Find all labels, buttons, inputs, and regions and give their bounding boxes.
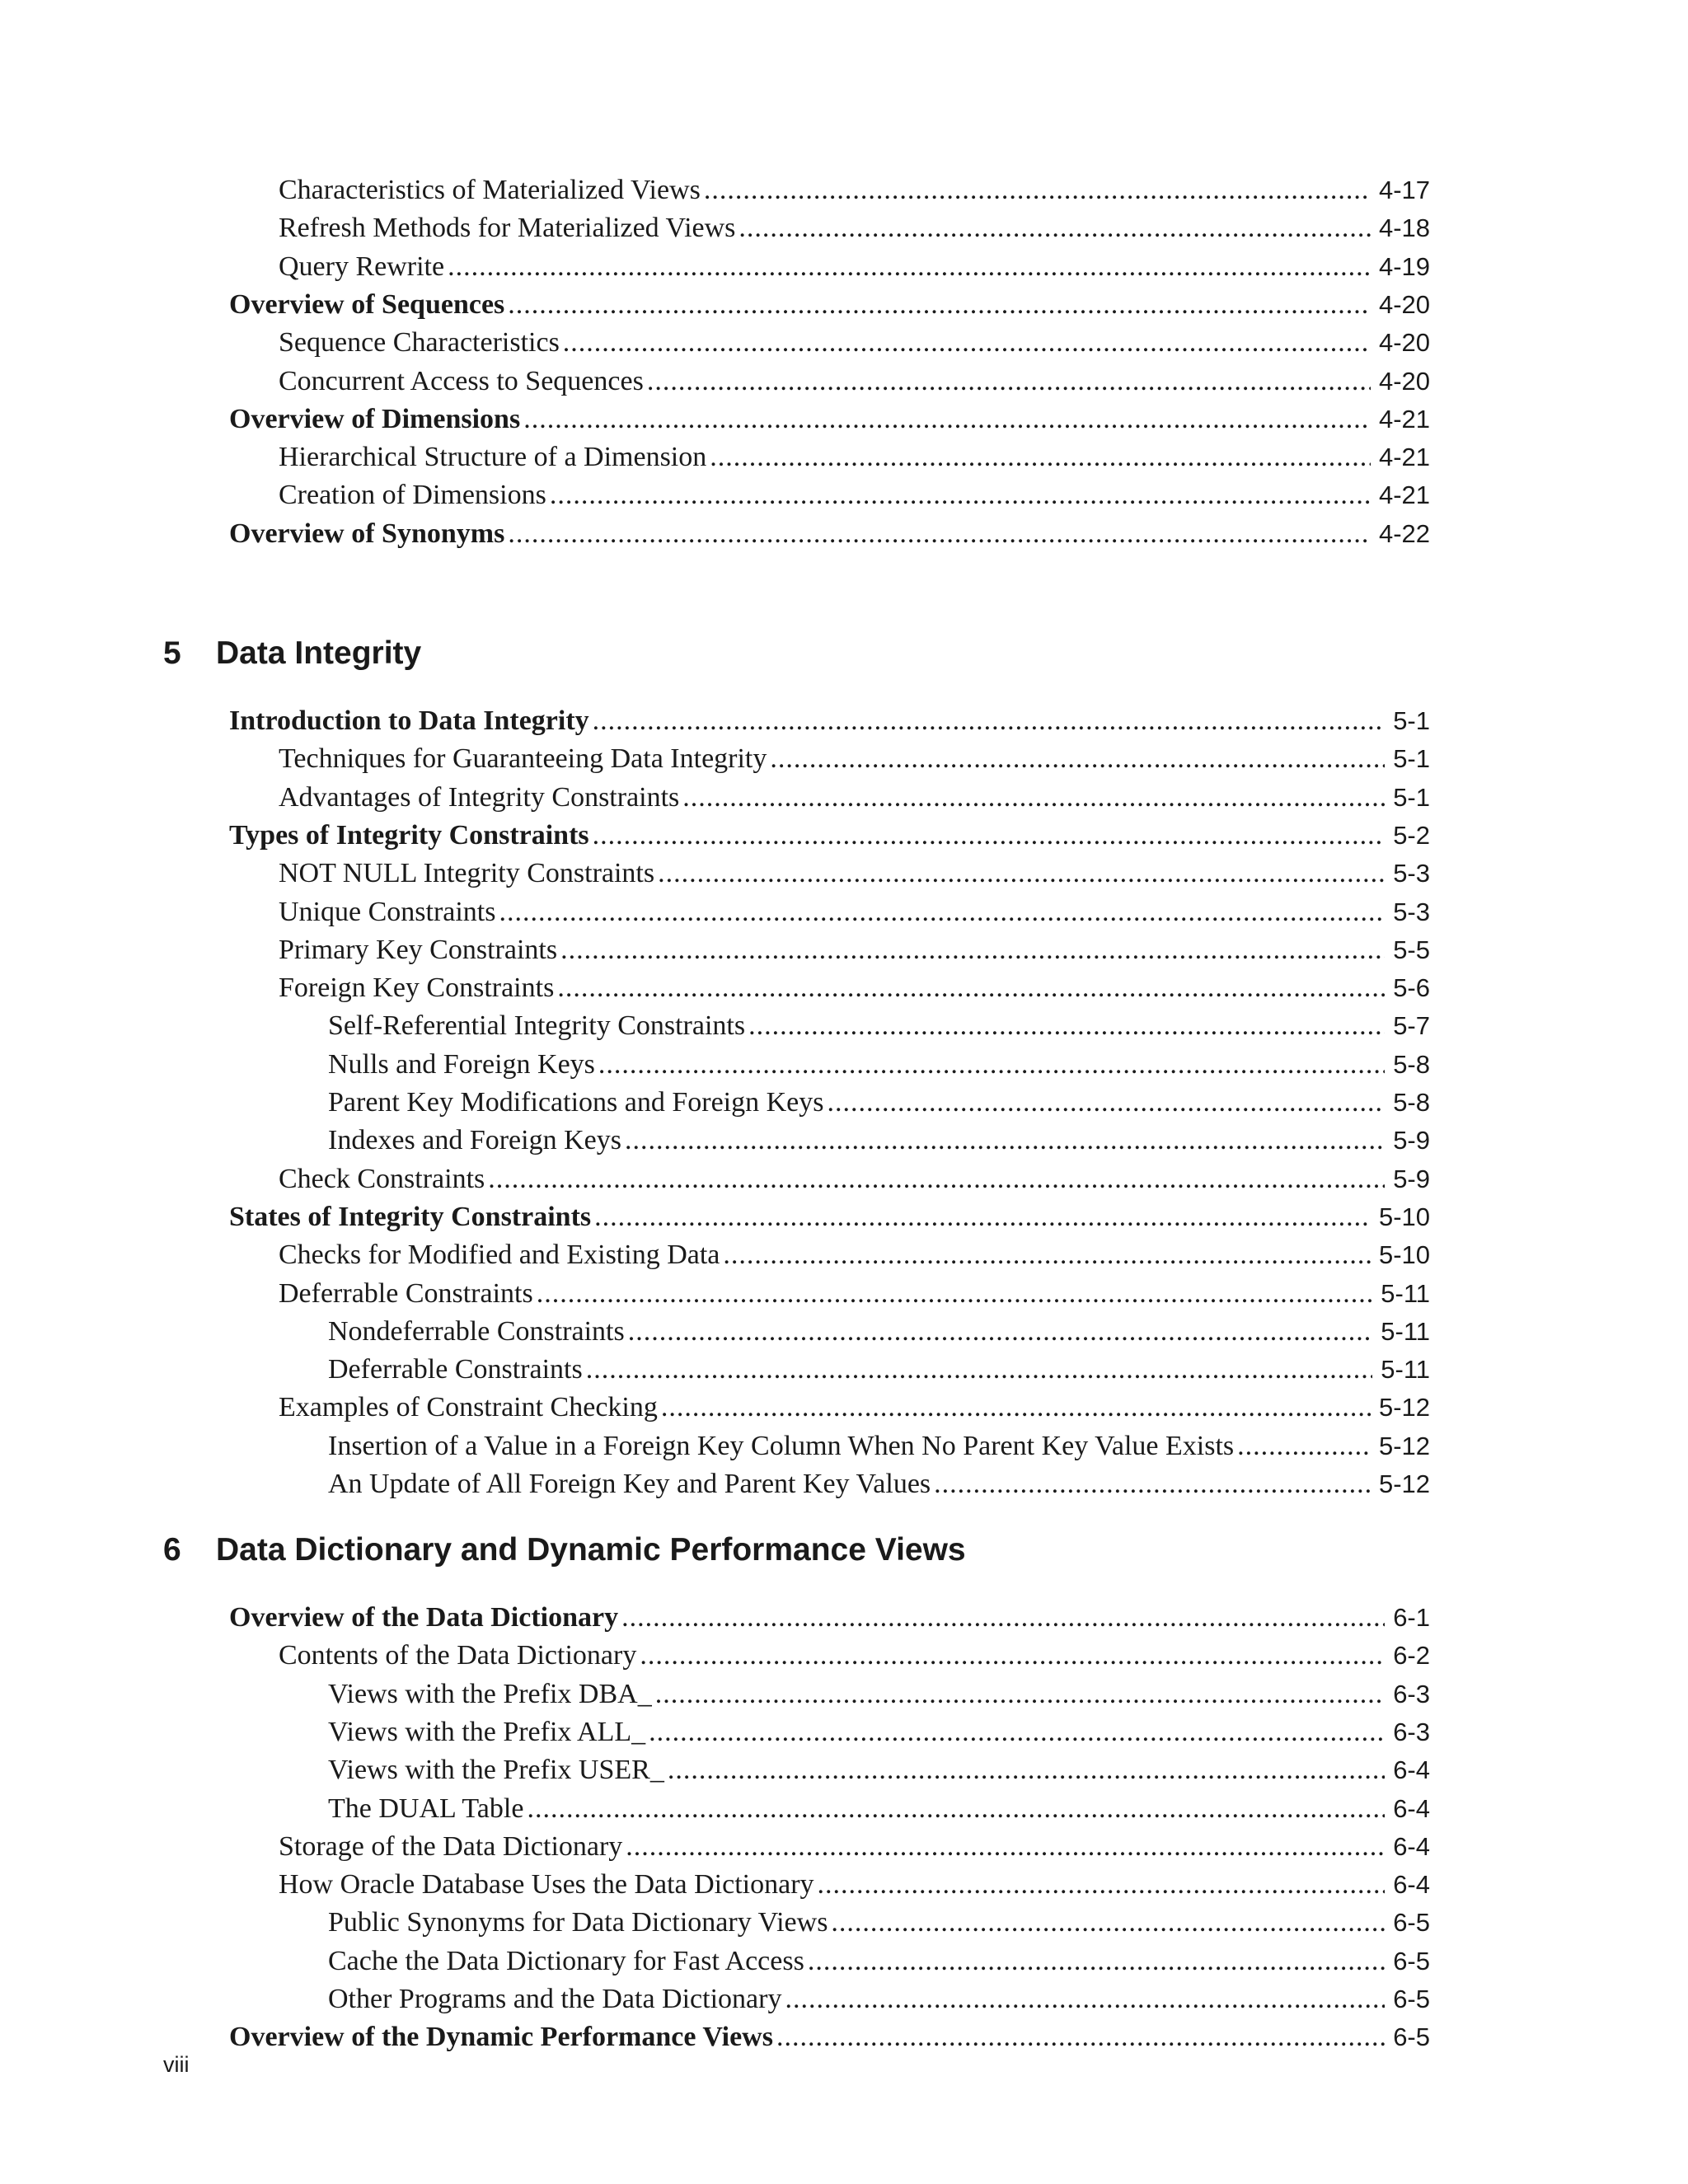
- chapter-number: 5: [163, 635, 181, 671]
- toc-entry-page: 4-19: [1378, 251, 1430, 281]
- toc-entry-title: Nulls and Foreign Keys: [328, 1048, 595, 1080]
- toc-entry[interactable]: [279, 779, 1430, 817]
- toc-entry-title: Views with the Prefix USER_: [328, 1755, 664, 1786]
- dot-leader: [508, 286, 1371, 324]
- toc-entry-page: 4-20: [1378, 289, 1430, 319]
- toc-entry-page: 4-17: [1378, 176, 1430, 204]
- dot-leader: [818, 1866, 1386, 1904]
- toc-entry-page: 6-1: [1393, 1603, 1430, 1632]
- toc-entry-page: 5-9: [1393, 1126, 1430, 1155]
- toc-entry-page: 5-11: [1381, 1355, 1430, 1385]
- toc-entry-title: An Update of All Foreign Key and Parent Key Values: [328, 1469, 931, 1499]
- dot-leader: [668, 1751, 1385, 1789]
- toc-entry-page: 5-5: [1393, 935, 1430, 964]
- dot-leader: [557, 969, 1385, 1007]
- toc-entry-title: Overview of the Data Dictionary: [229, 1602, 619, 1633]
- toc-entry-page: 5-10: [1378, 1240, 1430, 1270]
- dot-leader: [628, 1313, 1373, 1351]
- toc-entry-title: Insertion of a Value in a Foreign Key Column When No Parent Key Value Exists: [328, 1430, 1235, 1461]
- chapter-title: Data Integrity: [216, 635, 422, 671]
- toc-entry[interactable]: [328, 1790, 1430, 1828]
- dot-leader: [598, 1046, 1385, 1084]
- dot-leader: [831, 1904, 1385, 1942]
- toc-entry-title: Other Programs and the Data Dictionary: [328, 1984, 782, 2014]
- toc-entry-title: Examples of Constraint Checking: [279, 1392, 658, 1423]
- toc-entry-title: Concurrent Access to Sequences: [279, 365, 644, 396]
- dot-leader: [661, 1389, 1371, 1427]
- toc-entry[interactable]: [229, 1599, 1430, 1637]
- toc-entry-page: 5-11: [1381, 1316, 1430, 1346]
- toc-entry[interactable]: [328, 1751, 1430, 1789]
- toc-entry-title: Types of Integrity Constraints: [229, 819, 589, 851]
- dot-leader: [488, 1160, 1385, 1198]
- toc-entry-title: Overview of Synonyms: [229, 518, 505, 549]
- dot-leader: [934, 1465, 1371, 1503]
- toc-entry-page: 5-12: [1378, 1393, 1430, 1422]
- toc-entry-page: 6-5: [1393, 1985, 1430, 2013]
- dot-leader: [738, 209, 1371, 247]
- footer-page-number: viii: [163, 2052, 190, 2077]
- toc-entry[interactable]: [229, 515, 1430, 553]
- toc-entry-page: 4-18: [1378, 213, 1430, 243]
- toc-entry[interactable]: [279, 1637, 1430, 1675]
- toc-entry-title: Parent Key Modifications and Foreign Keys: [328, 1087, 824, 1118]
- toc-entry-title: Hierarchical Structure of a Dimension: [279, 442, 707, 473]
- toc-entry-page: 4-20: [1378, 328, 1430, 358]
- toc-entry[interactable]: [328, 1122, 1430, 1160]
- toc-entry[interactable]: [279, 855, 1430, 893]
- toc-entry-page: 5-9: [1393, 1164, 1430, 1193]
- toc-entry[interactable]: [279, 1866, 1430, 1904]
- toc-entry[interactable]: [328, 1675, 1430, 1713]
- toc-entry-title: Overview of Sequences: [229, 288, 505, 320]
- toc-entry-page: 6-5: [1393, 1908, 1430, 1938]
- toc-entry-page: 5-3: [1393, 897, 1430, 926]
- dot-leader: [808, 1943, 1385, 1980]
- toc-entry-page: 4-22: [1378, 518, 1430, 548]
- toc-entry[interactable]: [279, 1236, 1430, 1274]
- toc-entry-page: 5-12: [1378, 1431, 1430, 1460]
- toc-entry-title: Checks for Modified and Existing Data: [279, 1240, 720, 1271]
- chapter-title: Data Dictionary and Dynamic Performance Views: [216, 1532, 966, 1568]
- dot-leader: [560, 931, 1385, 969]
- toc-entry-title: Refresh Methods for Materialized Views: [279, 213, 736, 244]
- toc-entry[interactable]: [279, 969, 1430, 1007]
- toc-entry[interactable]: [279, 1275, 1430, 1313]
- toc-entry-title: States of Integrity Constraints: [229, 1201, 592, 1232]
- toc-entry[interactable]: [328, 1427, 1430, 1465]
- dot-leader: [499, 893, 1385, 931]
- toc-entry[interactable]: [279, 1389, 1430, 1427]
- toc-entry-page: 6-2: [1393, 1641, 1430, 1671]
- dot-leader: [586, 1351, 1373, 1389]
- toc-entry[interactable]: [229, 2018, 1430, 2056]
- toc-entry-title: Self-Referential Integrity Constraints: [328, 1010, 746, 1042]
- toc-entry[interactable]: [229, 1198, 1430, 1236]
- toc-entry-page: 5-2: [1393, 820, 1430, 850]
- toc-entry-title: Characteristics of Materialized Views: [279, 175, 701, 205]
- dot-leader: [682, 779, 1385, 817]
- toc-entry[interactable]: [279, 363, 1430, 401]
- dot-leader: [658, 855, 1385, 893]
- toc-entry[interactable]: [229, 817, 1430, 855]
- toc-entry[interactable]: [328, 1465, 1430, 1503]
- toc-entry-title: Deferrable Constraints: [279, 1277, 533, 1309]
- toc-entry-title: Views with the Prefix DBA_: [328, 1678, 652, 1709]
- dot-leader: [704, 171, 1371, 209]
- dot-leader: [776, 2018, 1385, 2056]
- dot-leader: [523, 401, 1371, 438]
- toc-entry-title: Cache the Data Dictionary for Fast Access: [328, 1945, 804, 1976]
- toc-entry[interactable]: [328, 1904, 1430, 1942]
- toc-entry-title: Techniques for Guaranteeing Data Integrity: [279, 743, 767, 775]
- toc-entry-title: Unique Constraints: [279, 896, 496, 927]
- toc-entry-title: Deferrable Constraints: [328, 1354, 583, 1385]
- toc-entry-page: 4-21: [1378, 404, 1430, 434]
- toc-entry-page: 4-21: [1378, 443, 1430, 472]
- toc-entry-page: 6-3: [1393, 1679, 1430, 1708]
- toc-entry-page: 4-20: [1378, 366, 1430, 396]
- toc-entry-page: 4-21: [1378, 480, 1430, 510]
- dot-leader: [563, 324, 1371, 362]
- chapter-number: 6: [163, 1532, 181, 1568]
- toc-entry-page: 5-1: [1393, 782, 1430, 812]
- toc-entry-title: Query Rewrite: [279, 251, 445, 282]
- toc-entry[interactable]: [279, 324, 1430, 362]
- toc-entry[interactable]: [229, 401, 1430, 438]
- toc-entry-title: Check Constraints: [279, 1163, 485, 1194]
- dot-leader: [748, 1007, 1385, 1045]
- toc-entry[interactable]: [328, 1713, 1430, 1751]
- toc-entry-page: 6-4: [1393, 1870, 1430, 1900]
- toc-entry-title: Views with the Prefix ALL_: [328, 1716, 646, 1747]
- toc-entry-title: Creation of Dimensions: [279, 480, 546, 511]
- toc-entry[interactable]: [328, 1007, 1430, 1045]
- dot-leader: [770, 740, 1385, 778]
- dot-leader: [593, 817, 1386, 855]
- dot-leader: [640, 1637, 1385, 1675]
- toc-entry[interactable]: [328, 1313, 1430, 1351]
- dot-leader: [828, 1084, 1386, 1122]
- toc-entry-title: The DUAL Table: [328, 1793, 524, 1824]
- toc-entry-title: Nondeferrable Constraints: [328, 1315, 625, 1347]
- toc-entry[interactable]: [328, 1351, 1430, 1389]
- toc-entry-title: Sequence Characteristics: [279, 327, 560, 359]
- toc-entry[interactable]: [279, 1828, 1430, 1866]
- chapter-heading: [163, 633, 421, 674]
- dot-leader: [647, 363, 1371, 401]
- dot-leader: [710, 438, 1371, 476]
- toc-entry-page: 5-12: [1378, 1469, 1430, 1498]
- toc-entry[interactable]: [279, 931, 1430, 969]
- toc-entry[interactable]: [279, 248, 1430, 286]
- dot-leader: [594, 1198, 1371, 1236]
- dot-leader: [655, 1675, 1385, 1713]
- toc-entry[interactable]: [279, 438, 1430, 476]
- toc-entry-page: 6-5: [1393, 1946, 1430, 1975]
- dot-leader: [1237, 1427, 1371, 1465]
- dot-leader: [625, 1122, 1385, 1160]
- toc-entry-page: 5-7: [1393, 1011, 1430, 1041]
- dot-leader: [723, 1236, 1371, 1274]
- toc-entry[interactable]: [328, 1084, 1430, 1122]
- toc-entry[interactable]: [279, 740, 1430, 778]
- toc-entry[interactable]: [279, 476, 1430, 514]
- toc-entry-page: 5-8: [1393, 1088, 1430, 1117]
- toc-entry-title: Indexes and Foreign Keys: [328, 1125, 621, 1156]
- toc-entry-page: 6-4: [1393, 1755, 1430, 1785]
- toc-entry[interactable]: [229, 286, 1430, 324]
- toc-entry-page: 6-4: [1393, 1793, 1430, 1823]
- toc-entry[interactable]: [229, 702, 1430, 740]
- dot-leader: [593, 702, 1386, 740]
- toc-entry-title: Contents of the Data Dictionary: [279, 1640, 637, 1671]
- toc-entry[interactable]: [328, 1980, 1430, 2018]
- toc-entry-title: Overview of Dimensions: [229, 403, 521, 434]
- toc-entry-page: 6-4: [1393, 1831, 1430, 1861]
- toc-entry[interactable]: [279, 209, 1430, 247]
- dot-leader: [448, 248, 1371, 286]
- toc-entry[interactable]: [328, 1943, 1430, 1980]
- toc-entry[interactable]: [328, 1046, 1430, 1084]
- toc-entry-title: Public Synonyms for Data Dictionary Views: [328, 1907, 828, 1938]
- toc-entry-page: 5-10: [1378, 1202, 1430, 1231]
- toc-entry-title: Overview of the Dynamic Performance Views: [229, 2022, 773, 2053]
- dot-leader: [550, 476, 1371, 514]
- toc-entry-page: 5-6: [1393, 973, 1430, 1003]
- toc-entry-title: How Oracle Database Uses the Data Dictionary: [279, 1869, 814, 1900]
- dot-leader: [626, 1828, 1385, 1866]
- toc-entry-page: 6-5: [1393, 2022, 1430, 2052]
- toc-entry[interactable]: [279, 893, 1430, 931]
- toc-entry-title: Foreign Key Constraints: [279, 972, 555, 1004]
- dot-leader: [527, 1790, 1385, 1828]
- toc-entry[interactable]: [279, 171, 1430, 209]
- toc-entry-title: Advantages of Integrity Constraints: [279, 781, 680, 813]
- dot-leader: [537, 1275, 1373, 1313]
- toc-entry-title: NOT NULL Integrity Constraints: [279, 858, 655, 889]
- dot-leader: [649, 1713, 1385, 1751]
- dot-leader: [508, 515, 1371, 553]
- toc-entry-title: Storage of the Data Dictionary: [279, 1830, 623, 1862]
- dot-leader: [785, 1980, 1385, 2018]
- toc-entry-page: 5-3: [1393, 859, 1430, 888]
- toc-entry-page: 5-1: [1393, 706, 1430, 735]
- toc-entry-page: 5-11: [1381, 1278, 1430, 1308]
- chapter-heading: [163, 1530, 966, 1571]
- toc-entry-page: 5-1: [1393, 744, 1430, 774]
- dot-leader: [621, 1599, 1385, 1637]
- toc-entry-title: Primary Key Constraints: [279, 934, 558, 965]
- toc-entry-page: 5-8: [1393, 1049, 1430, 1079]
- toc-entry-page: 6-3: [1393, 1717, 1430, 1746]
- toc-entry[interactable]: [279, 1160, 1430, 1198]
- toc-entry-title: Introduction to Data Integrity: [229, 705, 589, 736]
